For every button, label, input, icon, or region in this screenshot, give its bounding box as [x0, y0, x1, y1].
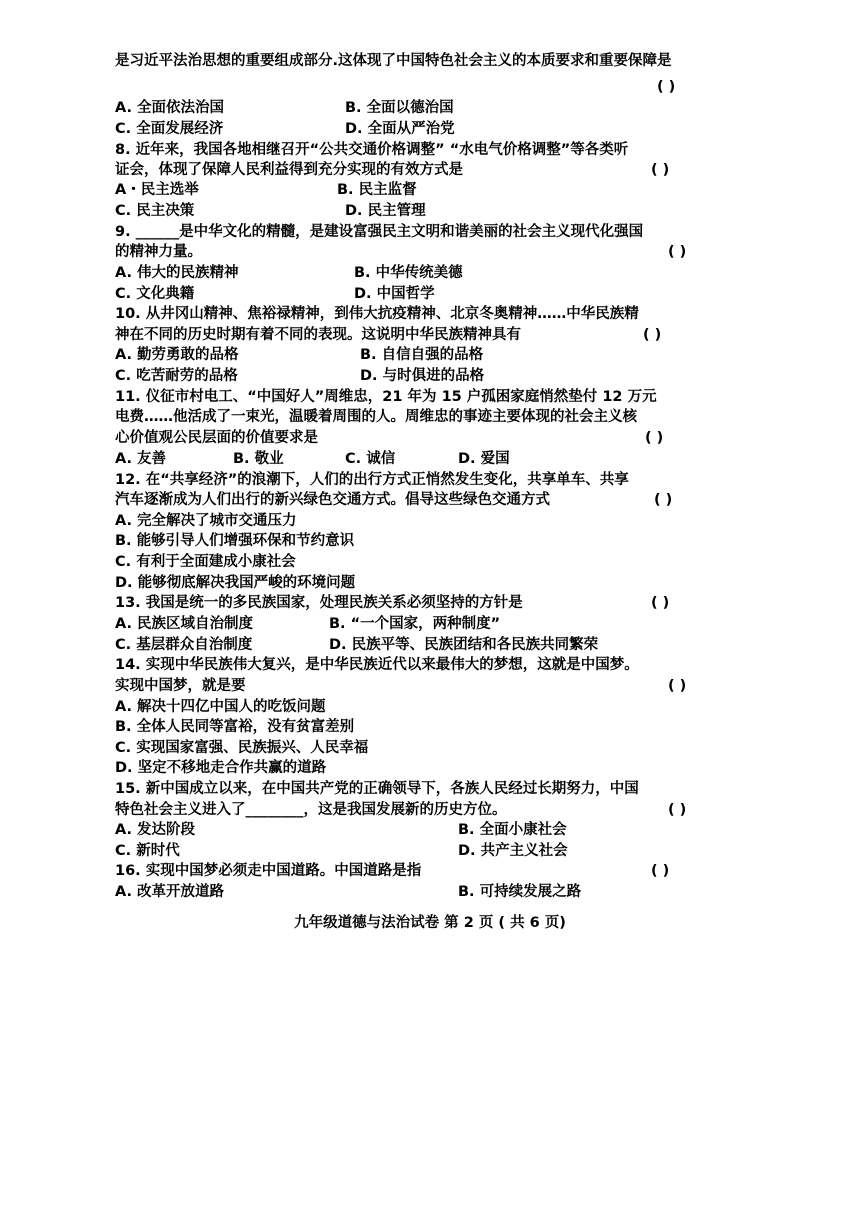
q10-line2: 神在不同的历史时期有着不同的表现。这说明中华民族精神具有: [115, 327, 521, 343]
q11-option-b: B. 敬业: [233, 451, 284, 467]
q10-line1: 10. 从井冈山精神、焦裕禄精神，到伟大抗疫精神、北京冬奥精神……中华民族精: [115, 306, 639, 322]
q14-line1: 14. 实现中华民族伟大复兴，是中华民族近代以来最伟大的梦想，这就是中国梦。: [115, 657, 639, 673]
q11-line3: 心价值观公民层面的价值要求是: [115, 430, 318, 446]
q16-option-a: A. 改革开放道路: [115, 884, 225, 900]
q8-answer-paren: ( ): [651, 162, 670, 178]
q12-line2: 汽车逐渐成为人们出行的新兴绿色交通方式。倡导这些绿色交通方式: [115, 492, 550, 508]
q16-option-b: B. 可持续发展之路: [458, 884, 582, 900]
q9-line2: 的精神力量。: [115, 244, 202, 260]
q7-option-c: C. 全面发展经济: [115, 121, 224, 137]
q13-answer-paren: ( ): [651, 595, 670, 611]
q13-option-b: B. “一个国家，两种制度”: [329, 616, 501, 632]
q7-option-d: D. 全面从严治党: [345, 121, 455, 137]
q9-option-d: D. 中国哲学: [354, 286, 435, 302]
q13-line1: 13. 我国是统一的多民族国家，处理民族关系必须坚持的方针是: [115, 595, 523, 611]
q7-answer-paren: ( ): [657, 79, 676, 95]
q8-option-a: A・民主选举: [115, 182, 199, 198]
q11-option-d: D. 爱国: [458, 451, 510, 467]
q14-line2: 实现中国梦，就是要: [115, 678, 246, 694]
q14-option-d: D. 坚定不移地走合作共赢的道路: [115, 760, 327, 776]
page-footer: 九年级道德与法治试卷 第 2 页 ( 共 6 页): [294, 915, 566, 931]
q8-line2: 证会，体现了保障人民利益得到充分实现的有效方式是: [115, 162, 463, 178]
q11-answer-paren: ( ): [645, 430, 664, 446]
q13-option-d: D. 民族平等、民族团结和各民族共同繁荣: [329, 637, 599, 653]
q8-option-c: C. 民主决策: [115, 203, 195, 219]
q12-line1: 12. 在“共享经济”的浪潮下，人们的出行方式正悄然发生变化，共享单车、共享: [115, 472, 629, 488]
q8-line1: 8. 近年来，我国各地相继召开“公共交通价格调整” “水电气价格调整”等各类听: [115, 142, 629, 158]
q13-option-c: C. 基层群众自治制度: [115, 637, 253, 653]
q13-option-a: A. 民族区域自治制度: [115, 616, 254, 632]
q9-line1: 9. ______是中华文化的精髓，是建设富强民主文明和谐美丽的社会主义现代化强国: [115, 224, 644, 240]
q10-option-c: C. 吃苦耐劳的品格: [115, 368, 238, 384]
q12-option-c: C. 有利于全面建成小康社会: [115, 554, 296, 570]
q11-option-c: C. 诚信: [345, 451, 396, 467]
q9-option-b: B. 中华传统美德: [354, 265, 463, 281]
q15-answer-paren: ( ): [668, 802, 687, 818]
q11-line1: 11. 仪征市村电工、“中国好人”周维忠，21 年为 15 户孤困家庭悄然垫付 12 万元: [115, 389, 657, 405]
q7-stem: 是习近平法治思想的重要组成部分.这体现了中国特色社会主义的本质要求和重要保障是: [115, 53, 672, 69]
q14-option-c: C. 实现国家富强、民族振兴、人民幸福: [115, 740, 369, 756]
q15-line1: 15. 新中国成立以来，在中国共产党的正确领导下，各族人民经过长期努力，中国: [115, 781, 639, 797]
q16-line1: 16. 实现中国梦必须走中国道路。中国道路是指: [115, 863, 422, 879]
q10-option-d: D. 与时俱进的品格: [360, 368, 485, 384]
q10-answer-paren: ( ): [643, 327, 662, 343]
q15-line2: 特色社会主义进入了________，这是我国发展新的历史方位。: [115, 802, 507, 818]
q15-option-d: D. 共产主义社会: [458, 843, 568, 859]
q7-option-a: A. 全面依法治国: [115, 100, 225, 116]
q14-option-b: B. 全体人民同等富裕，没有贫富差别: [115, 719, 355, 735]
q12-option-d: D. 能够彻底解决我国严峻的环境问题: [115, 575, 356, 591]
q9-option-c: C. 文化典籍: [115, 286, 195, 302]
q8-option-b: B. 民主监督: [337, 182, 417, 198]
q9-option-a: A. 伟大的民族精神: [115, 265, 239, 281]
q11-line2: 电费……他活成了一束光，温暖着周围的人。周维忠的事迹主要体现的社会主义核: [115, 409, 637, 425]
q12-option-a: A. 完全解决了城市交通压力: [115, 513, 297, 529]
q12-option-b: B. 能够引导人们增强环保和节约意识: [115, 533, 355, 549]
q15-option-b: B. 全面小康社会: [458, 822, 567, 838]
q15-option-a: A. 发达阶段: [115, 822, 196, 838]
q10-option-a: A. 勤劳勇敢的品格: [115, 347, 239, 363]
q7-option-b: B. 全面以德治国: [345, 100, 454, 116]
q8-option-d: D. 民主管理: [345, 203, 426, 219]
q9-answer-paren: ( ): [668, 244, 687, 260]
q14-option-a: A. 解决十四亿中国人的吃饭问题: [115, 699, 326, 715]
q10-option-b: B. 自信自强的品格: [360, 347, 484, 363]
q16-answer-paren: ( ): [651, 863, 670, 879]
q11-option-a: A. 友善: [115, 451, 167, 467]
q15-option-c: C. 新时代: [115, 843, 180, 859]
q14-answer-paren: ( ): [668, 678, 687, 694]
q12-answer-paren: ( ): [654, 492, 673, 508]
